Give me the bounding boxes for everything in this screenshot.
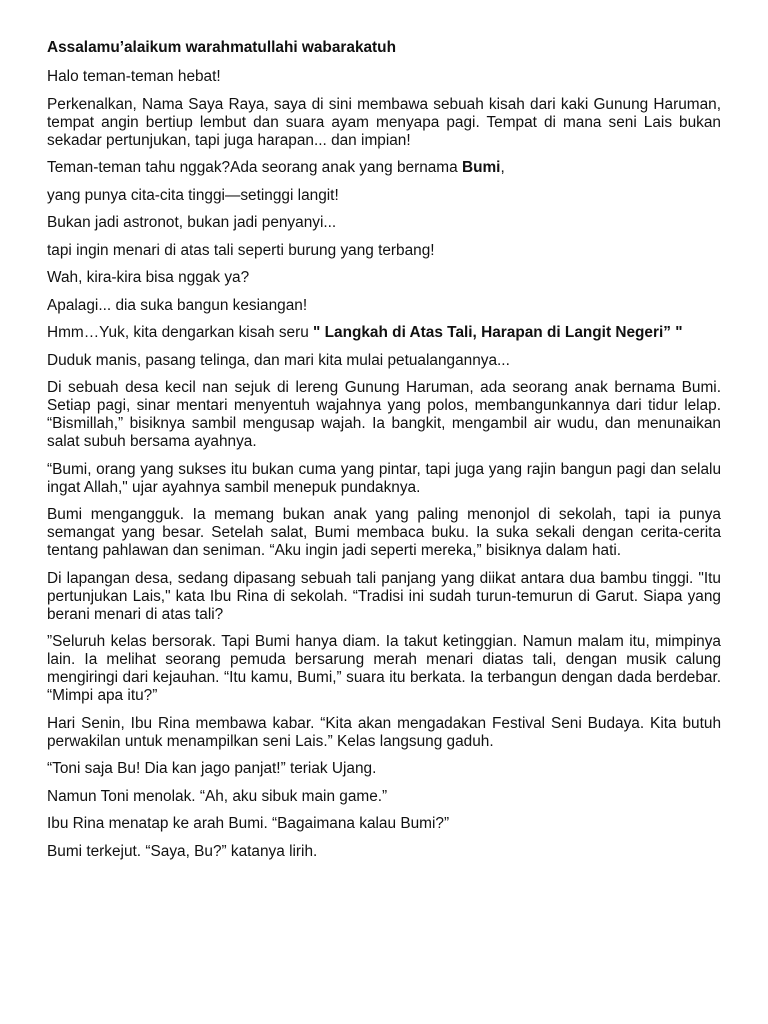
- paragraph-6: tapi ingin menari di atas tali seperti burung yang terbang!: [47, 241, 435, 259]
- paragraph-9: Hmm…Yuk, kita dengarkan kisah seru " Langkah di Atas Tali, Harapan di Langit Negeri” ": [47, 324, 683, 341]
- paragraph-15: ”Seluruh kelas bersorak. Tapi Bumi hanya diam. Ia takut ketinggian. Namun malam itu, mimpinya lain. Ia melihat seorang pemuda bersarung merah menari diatas tali, dengan musik calung mengiringi dari kejauhan. “Itu kamu, Bumi,” suara itu berkata. Ia terbangun dengan dada berdebar. “Mimpi apa itu?”: [47, 633, 721, 704]
- paragraph-18: Namun Toni menolak. “Ah, aku sibuk main game.”: [47, 787, 388, 805]
- document-page: [47, 39, 721, 870]
- story-title: " Langkah di Atas Tali, Harapan di Langit Negeri” ": [313, 324, 683, 341]
- paragraph-14: Di lapangan desa, sedang dipasang sebuah tali panjang yang diikat antara dua bambu tinggi. "Itu pertunjukan Lais," kata Ibu Rina di sekolah. “Tradisi ini sudah turun-temurun di Garut. Siapa yang berani menari di atas tali?: [47, 569, 721, 623]
- paragraph-11: Di sebuah desa kecil nan sejuk di lereng Gunung Haruman, ada seorang anak bernama Bumi. Setiap pagi, sinar mentari menyentuh wajahnya yang polos, membangunkannya dari tidur lelap. “Bismillah,” bisiknya sambil mengusap wajah. Ia bangkit, mengambil air wudu, dan menunaikan salat subuh bersama ayahnya.: [47, 379, 721, 450]
- paragraph-20: Bumi terkejut. “Saya, Bu?” katanya lirih.: [47, 842, 318, 860]
- paragraph-1: Halo teman-teman hebat!: [47, 68, 221, 85]
- greeting-heading: Assalamu’alaikum warahmatullahi wabarakatuh: [47, 39, 396, 56]
- paragraph-2: Perkenalkan, Nama Saya Raya, saya di sini membawa sebuah kisah dari kaki Gunung Haruman, tempat angin bertiup lembut dan suara ayam menyapa pagi. Tempat di mana seni Lais bukan sekadar pertunjukan, tapi juga harapan... dan impian!: [47, 95, 721, 149]
- paragraph-13: Bumi mengangguk. Ia memang bukan anak yang paling menonjol di sekolah, tapi ia punya semangat yang besar. Setelah salat, Bumi membaca buku. Ia suka sekali dengan cerita-cerita tentang pahlawan dan seniman. “Aku ingin jadi seperti mereka,” bisiknya dalam hati.: [47, 506, 721, 559]
- paragraph-10: Duduk manis, pasang telinga, dan mari kita mulai petualangannya...: [47, 351, 510, 369]
- character-name: Bumi: [461, 159, 501, 176]
- paragraph-4: yang punya cita-cita tinggi—setinggi langit!: [47, 186, 339, 204]
- paragraph-16: Hari Senin, Ibu Rina membawa kabar. “Kita akan mengadakan Festival Seni Budaya. Kita butuh perwakilan untuk menampilkan seni Lais.” Kelas langsung gaduh.: [47, 714, 721, 750]
- paragraph-12: “Bumi, orang yang sukses itu bukan cuma yang pintar, tapi juga yang rajin bangun pagi dan selalu ingat Allah," ujar ayahnya sambil menepuk pundaknya.: [47, 460, 721, 496]
- paragraph-5: Bukan jadi astronot, bukan jadi penyanyi...: [47, 214, 337, 231]
- paragraph-19: Ibu Rina menatap ke arah Bumi. “Bagaimana kalau Bumi?”: [47, 815, 450, 832]
- paragraph-17: “Toni saja Bu! Dia kan jago panjat!” teriak Ujang.: [47, 760, 377, 777]
- paragraph-3: Teman-teman tahu nggak?Ada seorang anak yang bernama Bumi,: [47, 159, 505, 176]
- paragraph-8: Apalagi... dia suka bangun kesiangan!: [47, 296, 308, 314]
- paragraph-7: Wah, kira-kira bisa nggak ya?: [47, 269, 250, 286]
